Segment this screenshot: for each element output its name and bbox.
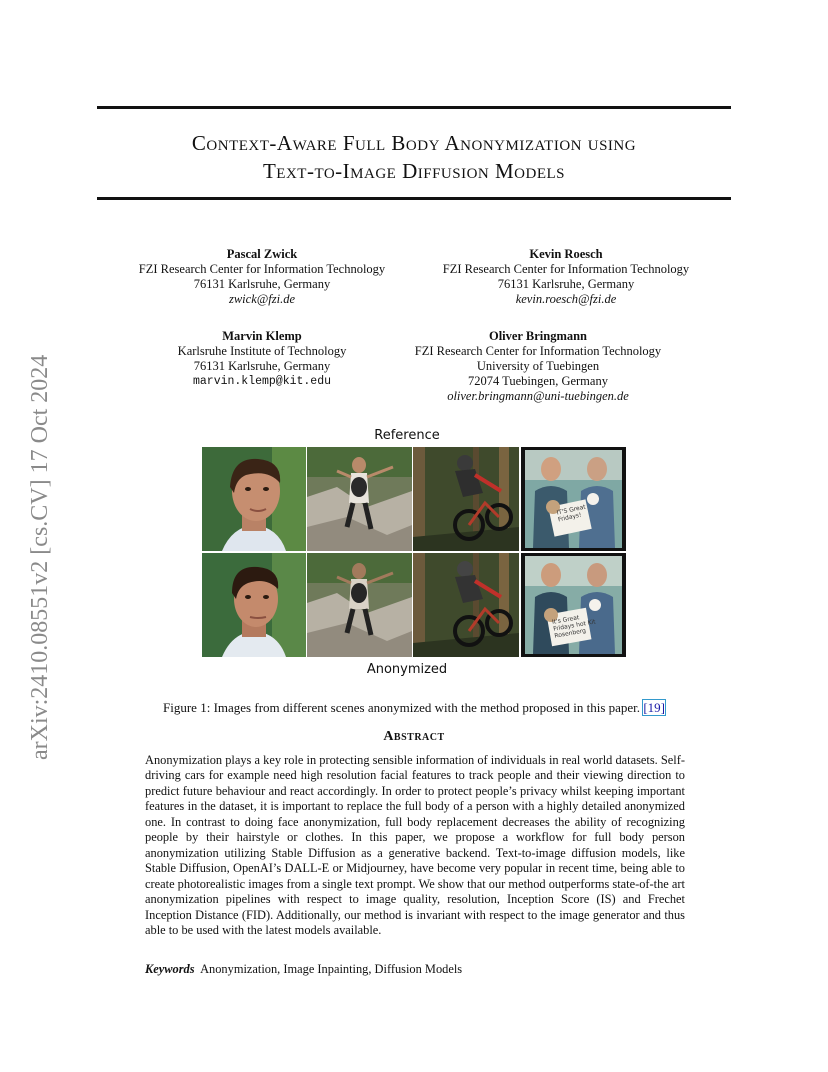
keywords-label: Keywords bbox=[145, 962, 195, 976]
author-block-bringmann bbox=[388, 329, 688, 404]
paper-title-line-1: Context-Aware Full Body Anonymization using bbox=[191, 131, 637, 155]
author-name: Marvin Klemp bbox=[222, 329, 302, 343]
author-address: 76131 Karlsruhe, Germany bbox=[193, 277, 331, 291]
figure-caption bbox=[97, 700, 731, 716]
figure-label-reference: Reference bbox=[374, 428, 440, 443]
keywords-text: Anonymization, Image Inpainting, Diffusion Models bbox=[200, 962, 463, 976]
abstract-heading: Abstract bbox=[383, 729, 445, 744]
figure-image-anonymized-face bbox=[202, 553, 306, 657]
keywords-line bbox=[145, 962, 685, 977]
author-email[interactable]: oliver.bringmann@uni-tuebingen.de bbox=[447, 389, 629, 403]
author-name: Oliver Bringmann bbox=[488, 329, 588, 343]
sign-text-reference: IT'S Great Fridays! bbox=[556, 503, 587, 524]
figure-image-reference-cyclist bbox=[413, 447, 519, 551]
title-bottom-rule bbox=[97, 197, 731, 200]
citation-link[interactable]: [19] bbox=[643, 700, 665, 715]
author-address: 76131 Karlsruhe, Germany bbox=[193, 359, 331, 373]
abstract-body: Anonymization plays a key role in protecting sensible information of individuals in real world datasets. Self-driving cars for example need high resolution facial features to track people and their viewing direction to predict future behaviour and react accordingly. In order to protect people’s privacy whilst keeping important features in the dataset, it is important to replace the full body of a person with a highly detailed anonymized one. In contrast to doing face anonymization, full body replacement decreases the ability of recognizing people by their hairstyle or clothes. In this paper, we propose a workflow for full body person anonymization utilizing Stable Diffusion as a generative backend. Text-to-image diffusion models, like Stable Diffusion, OpenAI’s DALL-E or Midjourney, have become very popular in recent time, being able to create photorealistic images from a single text prompt. We show that our method outperforms state-of-the art anonymization pipelines with respect to image quality, resolution, Inception Score (IS) and Frechet Inception Distance (FID). Additionally, our method is invariant with respect to the image generator and thus able to be used with the latest models available. bbox=[145, 753, 685, 937]
title-top-rule bbox=[97, 106, 731, 109]
author-name: Pascal Zwick bbox=[226, 247, 298, 261]
figure-image-anonymized-friends bbox=[521, 553, 626, 657]
author-affiliation: FZI Research Center for Information Technology bbox=[442, 262, 690, 276]
figure-image-anonymized-hiker bbox=[307, 553, 412, 657]
figure-image-reference-face bbox=[202, 447, 306, 551]
author-email[interactable]: zwick@fzi.de bbox=[228, 292, 295, 306]
figure-image-reference-hiker bbox=[307, 447, 412, 551]
author-address: 76131 Karlsruhe, Germany bbox=[497, 277, 635, 291]
sign-text-anonymized: It's Great Fridays hot Kit Rosenberg bbox=[551, 614, 597, 640]
arxiv-side-label: arXiv:2410.08551v2 [cs.CV] 17 Oct 2024 bbox=[27, 354, 53, 760]
author-email[interactable]: marvin.klemp@kit.edu bbox=[192, 375, 332, 388]
author-block-roesch bbox=[416, 247, 716, 307]
author-email[interactable]: kevin.roesch@fzi.de bbox=[515, 292, 617, 306]
author-affiliation-2: University of Tuebingen bbox=[476, 359, 600, 373]
author-affiliation: FZI Research Center for Information Technology bbox=[138, 262, 386, 276]
figure-caption-text: Figure 1: Images from different scenes anonymized with the method proposed in this paper. bbox=[163, 700, 641, 715]
author-block-zwick bbox=[112, 247, 412, 307]
figure-label-anonymized: Anonymized bbox=[366, 662, 448, 677]
author-name: Kevin Roesch bbox=[529, 247, 603, 261]
author-affiliation: Karlsruhe Institute of Technology bbox=[177, 344, 347, 358]
author-block-klemp bbox=[112, 329, 412, 389]
author-address: 72074 Tuebingen, Germany bbox=[468, 374, 608, 388]
author-affiliation: FZI Research Center for Information Technology bbox=[414, 344, 662, 358]
paper-title-line-2: Text-to-Image Diffusion Models bbox=[262, 159, 566, 183]
figure-image-anonymized-cyclist bbox=[413, 553, 519, 657]
figure-image-reference-friends bbox=[521, 447, 626, 551]
